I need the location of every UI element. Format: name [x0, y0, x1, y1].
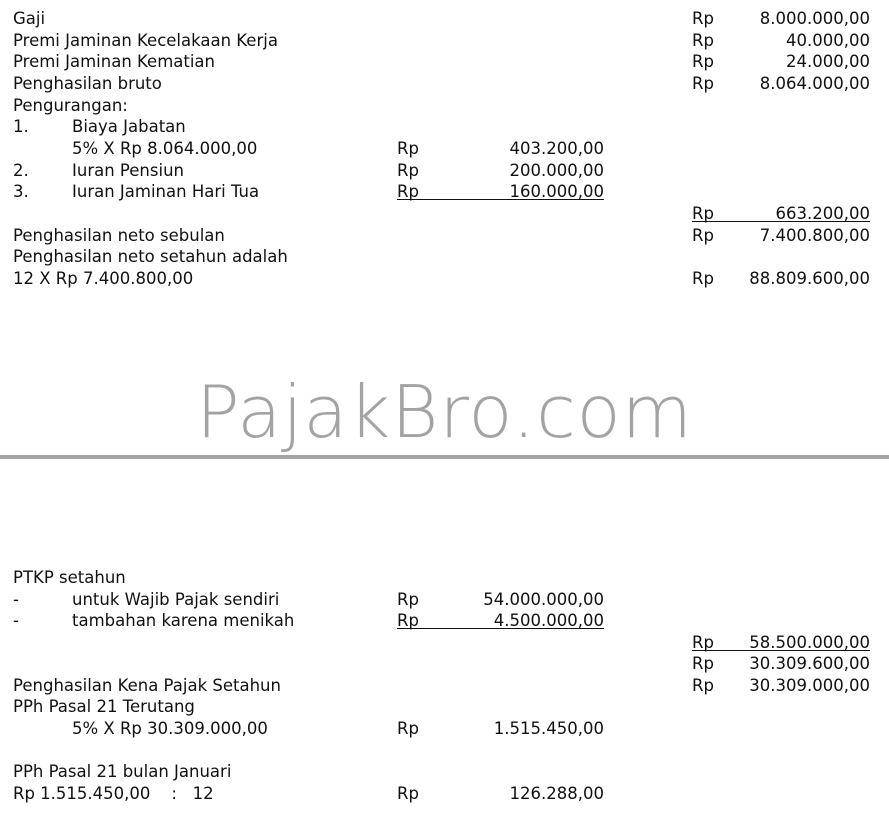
amount: 403.200,00 — [509, 139, 604, 158]
item-bullet: - — [13, 590, 19, 609]
currency: Rp — [692, 633, 714, 652]
amount: 58.500.000,00 — [749, 633, 870, 652]
amount: 8.064.000,00 — [759, 74, 870, 93]
row-label: Gaji — [13, 9, 46, 28]
currency: Rp — [692, 52, 714, 71]
row-iuran-pensiun — [0, 160, 889, 181]
row-label: untuk Wajib Pajak sendiri — [72, 590, 280, 609]
row-label: PPh Pasal 21 bulan Januari — [13, 762, 232, 781]
item-bullet: - — [13, 611, 19, 630]
row-label: PTKP setahun — [13, 568, 126, 587]
row-label: Pengurangan: — [13, 96, 128, 115]
row-label: Penghasilan bruto — [13, 74, 162, 93]
currency: Rp — [397, 784, 419, 803]
currency: Rp — [692, 9, 714, 28]
amount: 30.309.000,00 — [749, 676, 870, 695]
row-premi-jkk — [0, 30, 889, 51]
currency: Rp — [692, 226, 714, 245]
row-label: Iuran Jaminan Hari Tua — [72, 182, 260, 201]
row-pkp — [0, 675, 889, 696]
row-pph-terutang — [0, 696, 889, 717]
row-premi-jkm — [0, 51, 889, 72]
row-ptkp-wp — [0, 589, 889, 610]
row-label: Rp 1.515.450,00 : 12 — [13, 784, 214, 803]
amount: 663.200,00 — [775, 204, 870, 223]
divider — [0, 455, 889, 459]
row-ptkp-menikah — [0, 610, 889, 631]
row-label: 5% X Rp 30.309.000,00 — [72, 719, 268, 738]
amount: 160.000,00 — [509, 182, 604, 201]
row-label: Premi Jaminan Kecelakaan Kerja — [13, 31, 278, 50]
row-pph-terutang-calc — [0, 718, 889, 739]
row-label: Premi Jaminan Kematian — [13, 52, 215, 71]
amount: 30.309.600,00 — [749, 654, 870, 673]
row-gaji — [0, 8, 889, 29]
currency: Rp — [692, 654, 714, 673]
row-ptkp-total — [0, 632, 889, 653]
underlined-amount — [397, 610, 604, 629]
row-neto-setahun-calc — [0, 268, 889, 289]
row-penghasilan-bruto — [0, 73, 889, 94]
amount: 24.000,00 — [786, 52, 870, 71]
row-label: Biaya Jabatan — [72, 117, 186, 136]
watermark-text: PajakBro.com — [196, 370, 693, 454]
amount: 88.809.600,00 — [749, 269, 870, 288]
row-neto-sebulan — [0, 225, 889, 246]
currency: Rp — [692, 269, 714, 288]
currency: Rp — [397, 139, 419, 158]
row-label: Penghasilan neto setahun adalah — [13, 247, 288, 266]
currency: Rp — [397, 182, 419, 201]
underlined-amount — [692, 632, 870, 651]
row-label: 12 X Rp 7.400.800,00 — [13, 269, 194, 288]
row-iuran-jht — [0, 181, 889, 202]
amount: 40.000,00 — [786, 31, 870, 50]
item-number: 2. — [13, 161, 29, 180]
amount: 4.500.000,00 — [493, 611, 604, 630]
underlined-amount — [692, 203, 870, 222]
row-neto-setahun — [0, 246, 889, 267]
amount: 7.400.800,00 — [759, 226, 870, 245]
row-pengurangan — [0, 95, 889, 116]
amount: 8.000.000,00 — [759, 9, 870, 28]
currency: Rp — [692, 74, 714, 93]
row-label: Iuran Pensiun — [72, 161, 184, 180]
currency: Rp — [692, 31, 714, 50]
row-pph-januari — [0, 761, 889, 782]
row-label: 5% X Rp 8.064.000,00 — [72, 139, 258, 158]
amount: 54.000.000,00 — [483, 590, 604, 609]
amount: 1.515.450,00 — [493, 719, 604, 738]
item-number: 3. — [13, 182, 29, 201]
currency: Rp — [692, 204, 714, 223]
item-number: 1. — [13, 117, 29, 136]
row-label: Penghasilan Kena Pajak Setahun — [13, 676, 281, 695]
underlined-amount — [397, 181, 604, 200]
amount: 200.000,00 — [509, 161, 604, 180]
row-biaya-jabatan — [0, 116, 889, 137]
amount: 126.288,00 — [509, 784, 604, 803]
row-ptkp — [0, 567, 889, 588]
currency: Rp — [397, 611, 419, 630]
currency: Rp — [692, 676, 714, 695]
row-pkp-bruto — [0, 653, 889, 674]
row-label: Penghasilan neto sebulan — [13, 226, 225, 245]
row-total-pengurangan — [0, 203, 889, 224]
currency: Rp — [397, 590, 419, 609]
row-biaya-jabatan-calc — [0, 138, 889, 159]
currency: Rp — [397, 161, 419, 180]
row-label: tambahan karena menikah — [72, 611, 295, 630]
row-pph-januari-calc — [0, 783, 889, 804]
row-label: PPh Pasal 21 Terutang — [13, 697, 195, 716]
currency: Rp — [397, 719, 419, 738]
